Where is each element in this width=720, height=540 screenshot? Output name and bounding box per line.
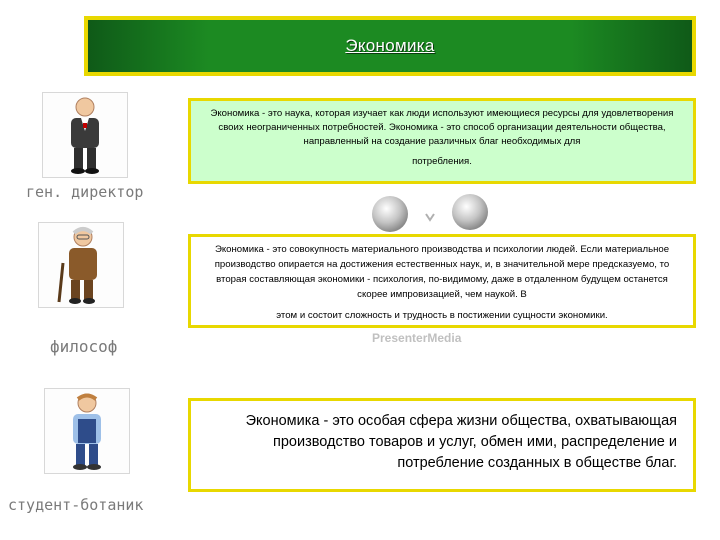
definition-box-society [188,398,696,492]
title-banner [84,16,696,76]
director-figure-frame [42,92,128,178]
definition-box-psychology [188,234,696,328]
director-figure-icon [43,93,127,177]
definition-text: Экономика - это совокупность материального производства и психологии людей. Если материальное производство опирается на достижения естественных наук, и, в значительной мере предсказуемо, то вторая составляющая экономики - психология, по-видимому, даже в отдаленном будущем останется скорее импровизацией, чем наукой. В [214,244,670,300]
definition-box-science [188,98,696,184]
student-figure-icon [45,389,129,473]
philosopher-figure-icon [39,223,123,307]
definition-tail: потребления. [412,156,472,167]
student-figure-frame [44,388,130,474]
definition-tail: этом и состоит сложность и трудность в постижении сущности экономики. [276,310,608,321]
definition-keyword: Экономика [210,108,260,119]
definition-keyword: Экономика [245,413,320,429]
two-spheres-icon [368,190,492,238]
philosopher-figure-frame [38,222,124,308]
role-label-philosopher: философ [50,337,118,356]
role-label-director: ген. директор [26,183,144,201]
definition-text: - это особая сфера жизни общества, охватывающая производство товаров и услуг, обмен ими, распределение и потребление созданных в обществе благ. [272,413,677,471]
role-label-student: студент-ботаник [8,496,144,514]
page-title: Экономика [345,36,435,55]
definition-text: - это наука, которая изучает как люди используют имеющиеся ресурсы для удовлетворения своих неограниченных потребностей. Экономика - это способ организации деятельности общества, направленный на создание различных благ необходимых для [218,108,674,147]
watermark: PresenterMedia [372,331,462,345]
